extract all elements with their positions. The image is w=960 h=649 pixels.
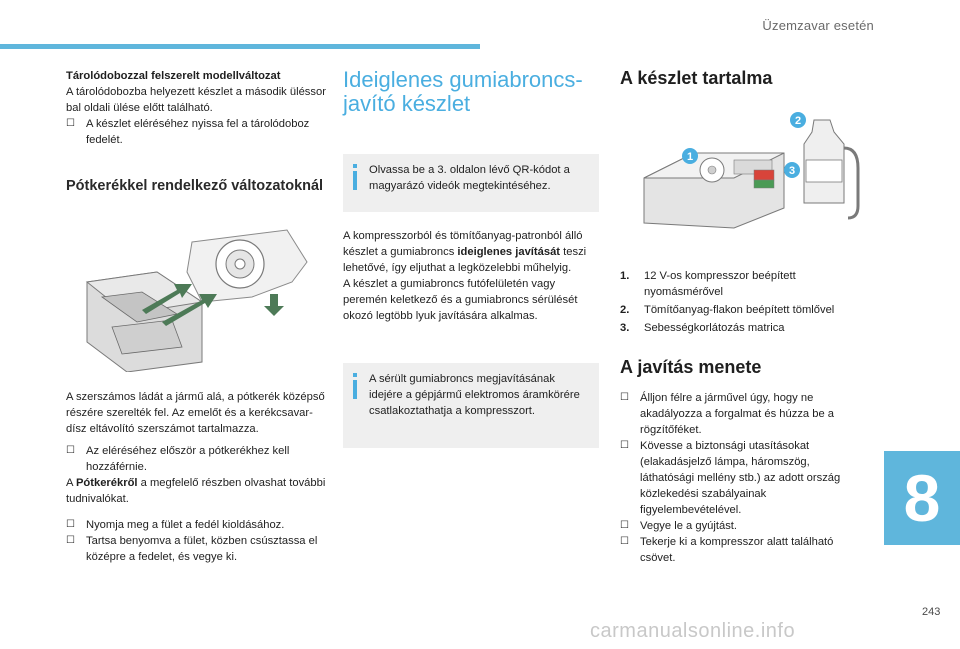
repair-steps — [620, 390, 852, 566]
slide-cover-bullet: ☐ Tartsa benyomva a fület, közben csúsztassa el középre a fedelet, és vegye ki. — [66, 535, 318, 563]
checkbox-bullet-icon: ☐ — [620, 392, 629, 403]
kit-contents-section — [620, 68, 880, 88]
repair-kit-intro — [343, 228, 599, 324]
checkbox-bullet-icon: ☐ — [66, 445, 75, 456]
checkbox-bullet-icon: ☐ — [66, 535, 75, 546]
info-icon — [353, 373, 357, 399]
qr-info-note: Olvassa be a 3. oldalon lévő QR-kódot a magyarázó videók megtekintéséhez. — [343, 154, 599, 212]
checkbox-bullet-icon: ☐ — [66, 118, 75, 129]
release-tab-bullet: ☐ Nyomja meg a fület a fedél kioldásához. — [66, 519, 285, 531]
list-item: 2. Tömítőanyag-flakon beépített tömlővel — [620, 304, 835, 316]
spare-wheel-text: A szerszámos ládát a jármű alá, a pótkerék középső részére szerelték fel. Az emelőt és a kerékcsavar-dísz eltávolító szerszámot tartalmazza. — [66, 391, 325, 435]
list-item: ☐ Kövesse a biztonsági utasításokat (elakadásjelző lámpa, háromszög, láthatósági mellény stb.) az adott ország közlekedési szabályainak figyelembevételével. — [620, 440, 841, 516]
repair-kit-section — [343, 68, 599, 116]
chapter-tab: 8 — [884, 451, 960, 545]
header-title: Üzemzavar esetén — [762, 18, 874, 33]
storage-box-text: A tárolódobozba helyezett készlet a második üléssor bal oldali ülése előtt található. — [66, 86, 326, 114]
spare-wheel-section — [66, 178, 328, 194]
list-item: ☐ Vegye le a gyújtást. — [620, 520, 738, 532]
info-icon — [353, 164, 357, 190]
kit-contents-list — [620, 268, 860, 338]
spare-wheel-reference: A Pótkerékről a megfelelő részben olvashat további tudnivalókat. — [66, 477, 326, 505]
list-item: ☐ Álljon félre a járművel úgy, hogy ne akadályozza a forgalmat és húzza be a rögzítőféket. — [620, 392, 835, 436]
repair-procedure-section — [620, 357, 880, 377]
repair-kit-intro-text: A kompresszorból és tömítőanyag-patronból álló készlet a gumiabroncs ideiglenes javítását teszi lehetővé, így eljuthat a legközelebbi műhelyig. — [343, 230, 587, 274]
repair-kit-illustration — [634, 108, 864, 233]
checkbox-bullet-icon: ☐ — [620, 520, 629, 531]
column-1 — [66, 68, 328, 148]
kit-contents-title: A készlet tartalma — [620, 68, 773, 88]
compressor-info-note: A sérült gumiabroncs megjavításának idejére a gépjármű elektromos áramkörére csatlakoztathatja a kompresszort. — [343, 363, 599, 448]
repair-kit-capability-text: A készlet a gumiabroncs futófelületén vagy peremén keletkező és a gumiabroncs sérülését okozó legtöbb lyuk javítására alkalmas. — [343, 278, 578, 322]
storage-box-bullet: ☐ A készlet eléréséhez nyissa fel a tárolódoboz fedelét. — [66, 118, 310, 146]
callout-2: 2 — [794, 115, 802, 127]
spare-wheel-bullet: ☐ Az eléréséhez először a pótkerékhez kell hozzáférnie. — [66, 445, 290, 473]
watermark: carmanualsonline.info — [590, 620, 796, 642]
checkbox-bullet-icon: ☐ — [620, 536, 629, 547]
storage-box-heading: Tárolódobozzal felszerelt modellváltozat — [66, 70, 281, 82]
spare-wheel-text-block — [66, 389, 328, 565]
checkbox-bullet-icon: ☐ — [66, 519, 75, 530]
header-accent-bar — [0, 44, 480, 49]
callout-3: 3 — [788, 165, 796, 177]
list-item: ☐ Tekerje ki a kompresszor alatt található csövet. — [620, 536, 834, 564]
list-item: 3. Sebességkorlátozás matrica — [620, 322, 785, 334]
checkbox-bullet-icon: ☐ — [620, 440, 629, 451]
page-number: 243 — [922, 606, 941, 618]
callout-1: 1 — [686, 151, 694, 163]
spare-wheel-illustration — [82, 222, 312, 372]
spare-wheel-heading: Pótkerékkel rendelkező változatoknál — [66, 178, 324, 194]
list-item: 1. 12 V-os kompresszor beépített nyomásmérővel — [620, 270, 796, 298]
repair-kit-title: Ideiglenes gumiabroncs-javító készlet — [343, 67, 583, 116]
repair-procedure-title: A javítás menete — [620, 357, 762, 377]
